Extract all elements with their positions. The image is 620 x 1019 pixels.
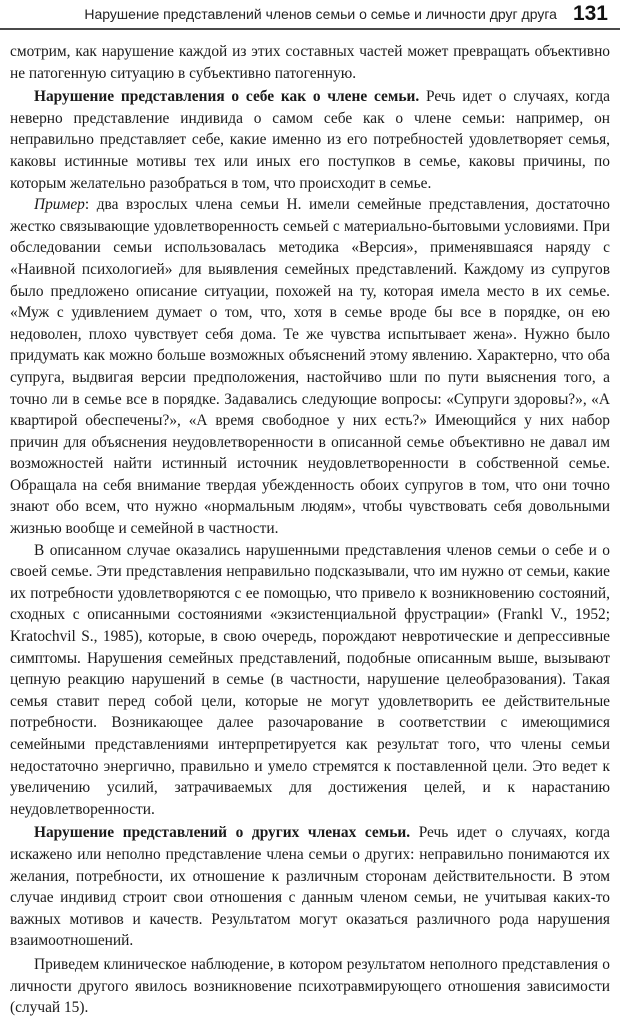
page-number: 131 (572, 2, 608, 25)
paragraph-text: смотрим, как нарушение каждой из этих составных частей может превращать объективно не патогенную ситуацию в субъективно патогенную. (10, 43, 610, 82)
paragraph-text: В описанном случае оказались нарушенными представления членов семьи о себе и о своей семье. Эти представления неправильно подсказывали, что им нужно от семьи, какие их потребности удовлетворяются с ее помощью, что привело к возникновению состояний, сходных с описанными состояниями «экзистенциальной фрустрации» (Frankl V., 1952; Kratochvil S., 1985), которые, в свою очередь, порождают невротические и депрессивные симптомы. Нарушения семейных представлений, подобные описанным выше, вызывают цепную реакцию нарушений в семье (в частности, нарушение целеобразования). Такая семья ставит перед собой цели, которые не могут удовлетворить ее действительные потребности. Возникающее далее разочарование в соответствии с имеющимися семейными представлениями интерпретируется как результат того, что члены семьи недостаточно энергично, правильно и умело стремятся к поставленной цели. Это ведет к увеличению усилий, затрачиваемых для достижения целей, и к нарастанию неудовлетворенности. (10, 541, 610, 818)
paragraph-self-representation (10, 86, 610, 194)
paragraph-other-members (10, 822, 610, 952)
paragraph-clinical-case (10, 954, 610, 1019)
paragraph-heading: Нарушение представлений о других членах семьи. (34, 824, 411, 842)
example-label: Пример (34, 196, 85, 214)
paragraph-heading: Нарушение представления о себе как о члене семьи. (34, 88, 420, 106)
running-head (0, 0, 620, 30)
body-text (10, 41, 610, 1019)
paragraph-text: Речь идет о случаях, когда искажено или неполно представление члена семьи о других: неправильно понимаются их желания, потребности, их отношение к различным сторонам действительности. В этом случае индивид строит свои отношения с данным членом семьи, не учитывая каких-то важных мотивов и качеств. Результатом могут оказаться различного рода нарушения взаимоотношений. (10, 824, 610, 950)
paragraph-text: Речь идет о случаях, когда неверно представление индивида о самом себе как о члене семьи: например, он неправильно представляет себе, какие именно из его потребностей удовлетворяет семья, каковы истинные мотивы тех или иных его поступков в семье, каковы причины, по которым желательно разобраться в том, что происходит в семье. (10, 88, 610, 192)
paragraph-continuation (10, 41, 610, 84)
paragraph-text: : два взрослых члена семьи Н. имели семейные представления, достаточно жестко связывающие удовлетворенность семьей с материально-бытовыми условиями. При обследовании семьи использовалась методика «Версия», применявшаяся наряду с «Наивной психологией» для выявления семейных представлений. Каждому из супругов было предложено описание ситуации, похожей на ту, которая имела место в их семье. «Муж с удивлением думает о том, что, хотя в семье вроде бы все в порядке, он ею недоволен, плохо чувствует себя дома. Те же чувства испытывает жена». Нужно было придумать как можно больше возможных объяснений этому явлению. Характерно, что оба супруга, выдвигая версии предположения, настойчиво шли по пути выяснения того, а точно ли в семье все в порядке. Задавались следующие вопросы: «Супруги здоровы?», «А квартирой обеспечены?», «А время свободное у них есть?» Имеющийся у них набор причин для объяснения неудовлетворенности в описанной семье объективно не давал им возможностей найти истинный источник неудовлетворенности в собственной семье. Обращала на себя внимание твердая убежденность обоих супругов в том, что они точно знают обо всем, что нужно «нормальным людям», чтобы чувствовать себя довольными жизнью вообще и семейной в частности. (10, 196, 610, 538)
paragraph-analysis (10, 540, 610, 821)
paragraph-text: Приведем клиническое наблюдение, в котором результатом неполного представления о личности другого явилось возникновение психотравмирующего отношения зависимости (случай 15). (10, 955, 610, 1017)
paragraph-example (10, 194, 610, 540)
running-title: Нарушение представлений членов семьи о семье и личности друг друга (84, 6, 557, 22)
